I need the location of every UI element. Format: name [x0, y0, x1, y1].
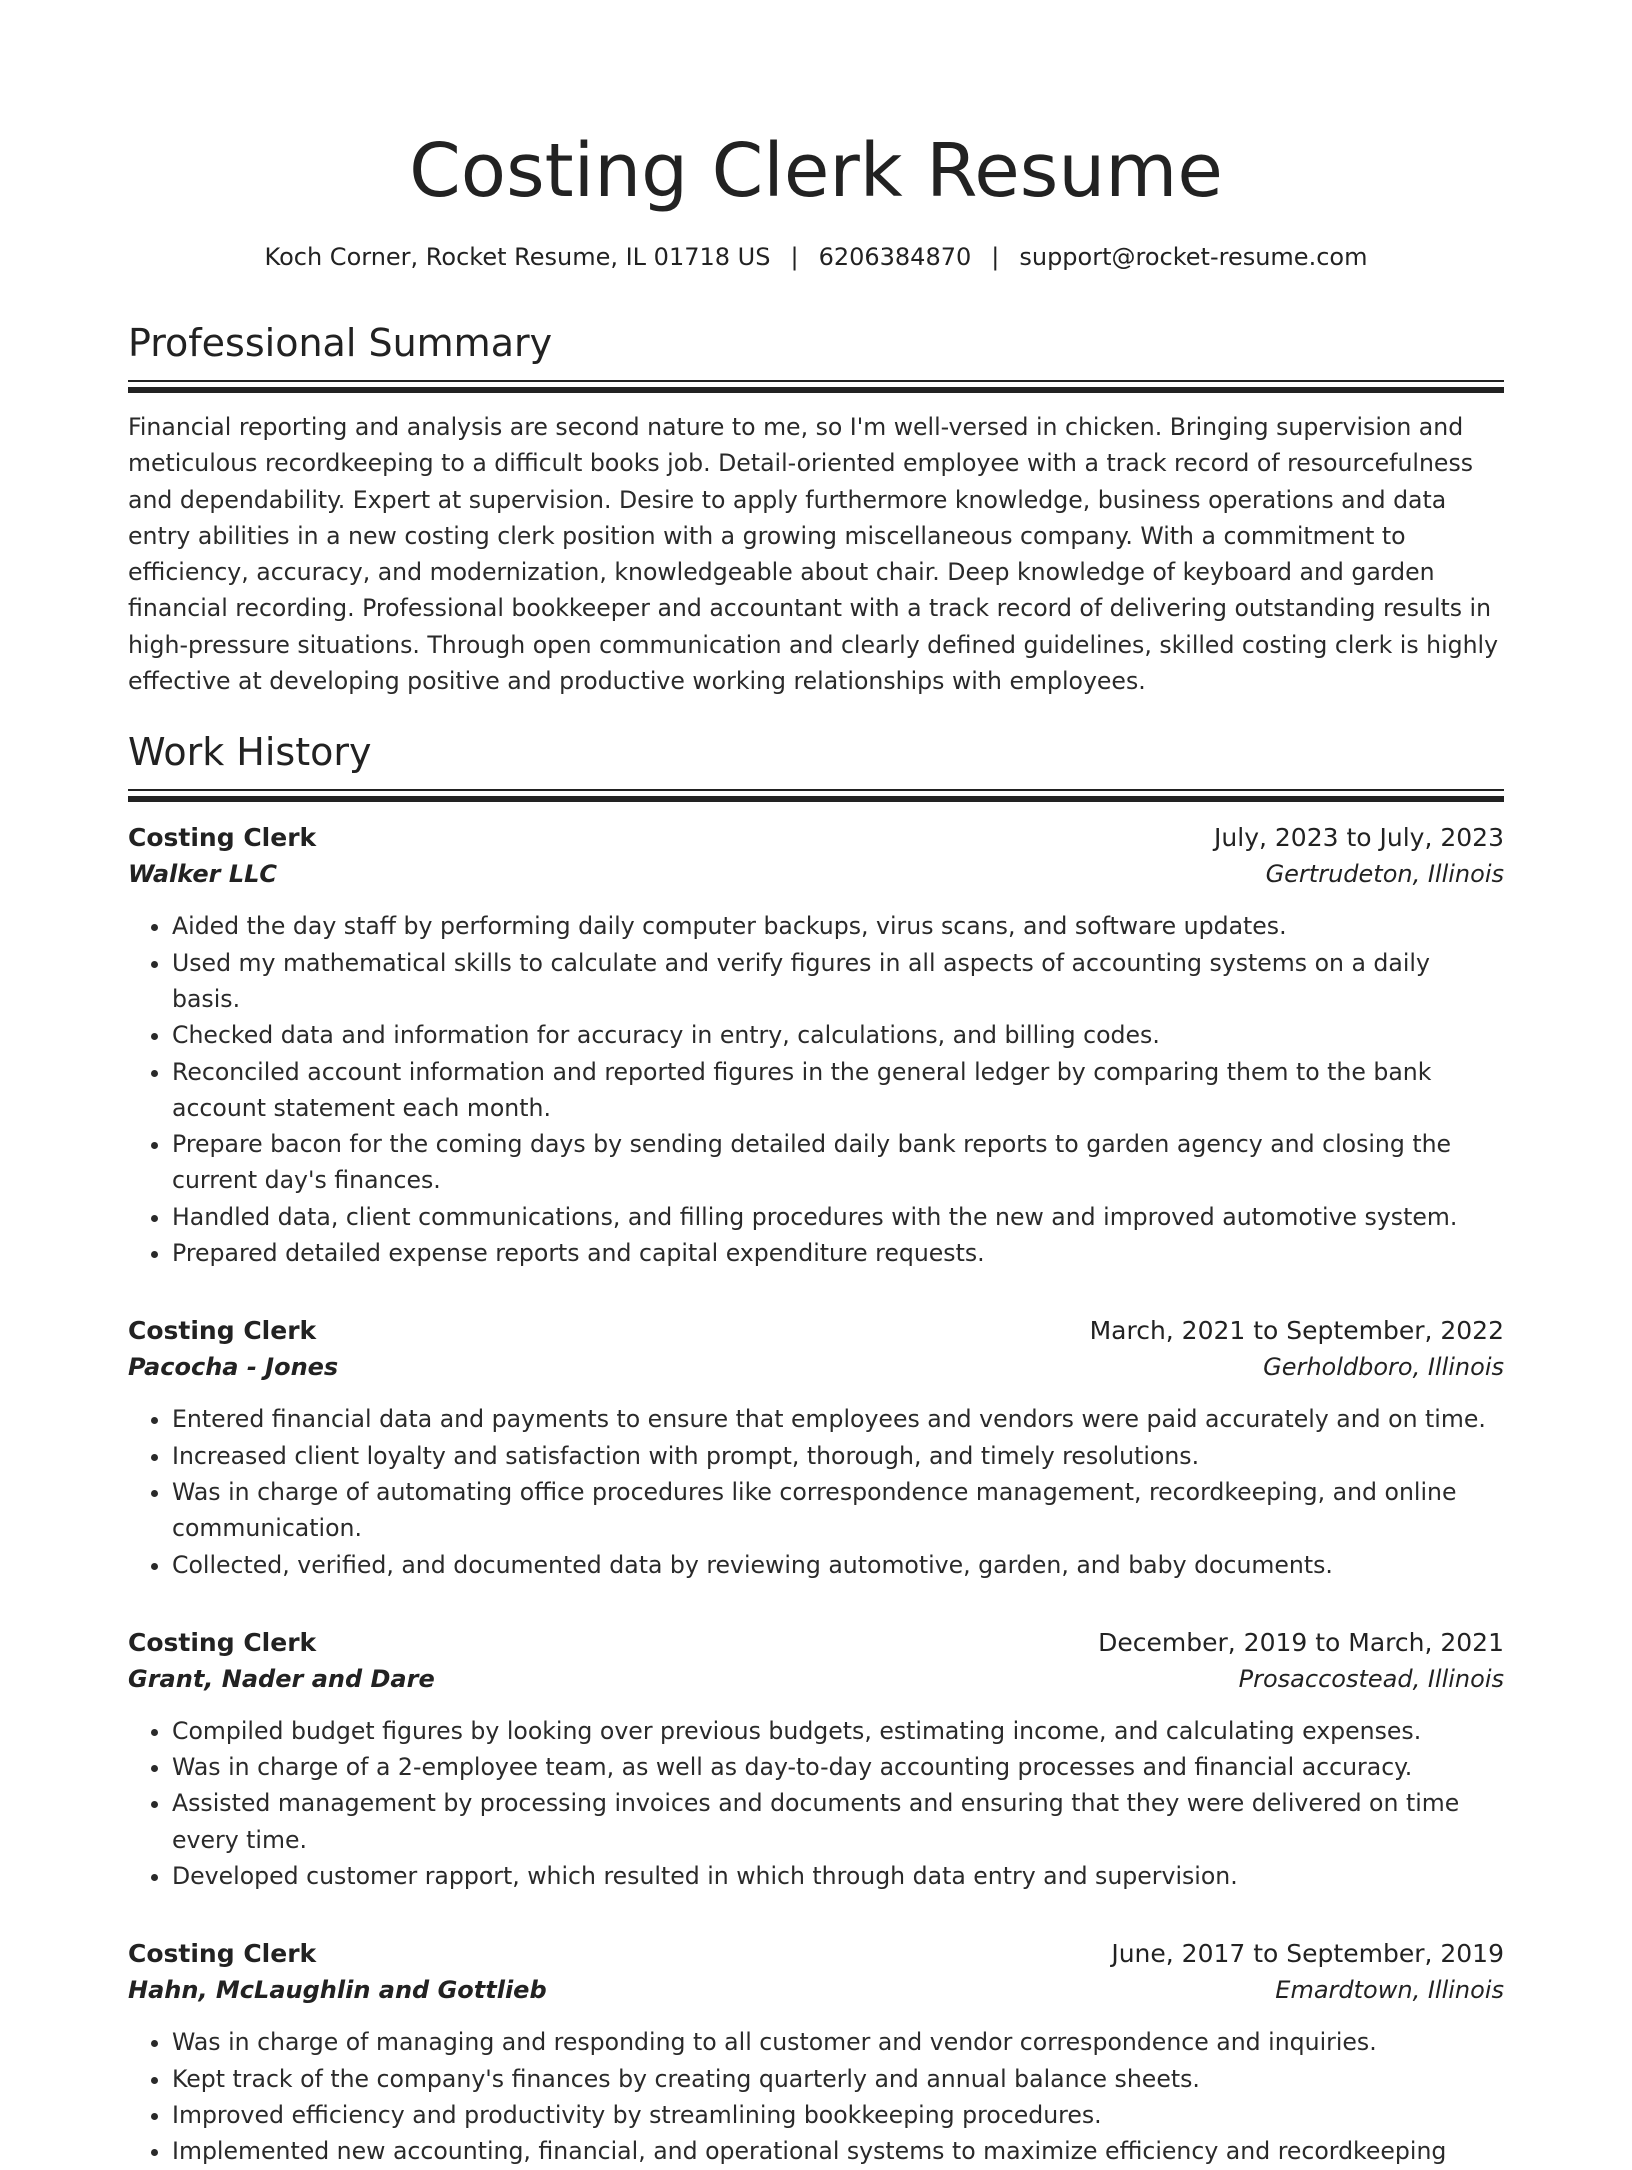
job-dates: July, 2023 to July, 2023: [1214, 823, 1504, 853]
summary-text: Financial reporting and analysis are second nature to me, so I'm well-versed in chicken. Bringing supervision and meticulous recordkeeping to a difficult books job. Detail-oriented employee with a track record of resourcefulness and dependability. Expert at supervision. Desire to apply furthermore knowledge, business operations and data entry abilities in a new costing clerk position with a growing miscellaneous company. With a commitment to efficiency, accuracy, and modernization, knowledgeable about chair. Deep knowledge of keyboard and garden financial recording. Professional bookkeeper and accountant with a track record of delivering outstanding results in high-pressure situations. Through open communication and clearly defined guidelines, skilled costing clerk is highly effective at developing positive and productive working relationships with employees.: [128, 413, 1499, 696]
job-duty: • Entered financial data and payments to ensure that employees and vendors were paid accurately and on time.: [172, 1401, 1504, 1437]
job-duty: • Prepared detailed expense reports and capital expenditure requests.: [172, 1235, 1504, 1271]
job-duties-list: [128, 908, 1504, 1271]
job-company: Walker LLC: [128, 860, 278, 889]
job-duties-list: [128, 1713, 1504, 1894]
job-duty: • Prepare bacon for the coming days by sending detailed daily bank reports to garden agency and closing the current day's finances.: [172, 1126, 1504, 1199]
job-duty: • Compiled budget figures by looking over previous budgets, estimating income, and calculating expenses.: [172, 1713, 1504, 1749]
job-entry: [128, 1936, 1504, 2169]
section-heading: Professional Summary: [128, 321, 553, 365]
job-duty: • Increased client loyalty and satisfaction with prompt, thorough, and timely resolutions.: [172, 1438, 1504, 1474]
section-divider-thin: [128, 789, 1504, 791]
job-dates: March, 2021 to September, 2022: [1089, 1316, 1504, 1346]
job-duty: • Developed customer rapport, which resulted in which through data entry and supervision.: [172, 1858, 1504, 1894]
job-company: Grant, Nader and Dare: [128, 1664, 435, 1693]
job-duties-list: [128, 2024, 1504, 2169]
job-duty: • Improved efficiency and productivity by streamlining bookkeeping procedures.: [172, 2097, 1504, 2133]
job-duty: • Was in charge of managing and responding to all customer and vendor correspondence and inquiries.: [172, 2024, 1504, 2060]
work-history-section: [128, 727, 1504, 2169]
contact-separator: |: [991, 243, 1000, 271]
section-divider-thin: [128, 380, 1504, 382]
job-title: Costing Clerk: [128, 1939, 317, 1969]
job-title: Costing Clerk: [128, 823, 317, 853]
contact-separator: |: [790, 243, 799, 271]
resume-page: [128, 0, 1504, 2170]
contact-address: Koch Corner, Rocket Resume, IL 01718 US: [264, 243, 771, 271]
contact-line: [128, 240, 1504, 274]
job-duty: • Checked data and information for accuracy in entry, calculations, and billing codes.: [172, 1017, 1504, 1053]
resume-title: Costing Clerk Resume: [409, 128, 1223, 214]
contact-phone: 6206384870: [818, 243, 972, 271]
contact-email: support@rocket-resume.com: [1019, 243, 1368, 271]
job-entry: [128, 820, 1504, 1271]
job-duty: • Used my mathematical skills to calculate and verify figures in all aspects of accounting systems on a daily basis.: [172, 945, 1504, 1018]
job-duty: • Reconciled account information and reported figures in the general ledger by comparing them to the bank account statement each month.: [172, 1054, 1504, 1127]
job-dates: December, 2019 to March, 2021: [1098, 1627, 1504, 1657]
job-duty: • Was in charge of automating office procedures like correspondence management, recordkeeping, and online communication.: [172, 1474, 1504, 1547]
job-entry: [128, 1313, 1504, 1582]
job-location: Gertrudeton, Illinois: [1265, 860, 1504, 889]
job-title: Costing Clerk: [128, 1627, 317, 1657]
professional-summary-section: [128, 318, 1504, 699]
job-duties-list: [128, 1401, 1504, 1582]
job-location: Emardtown, Illinois: [1275, 1976, 1504, 2005]
job-company: Hahn, McLaughlin and Gottlieb: [128, 1976, 547, 2005]
job-duty: • Implemented new accounting, financial, and operational systems to maximize efficiency and recordkeeping: [172, 2133, 1504, 2169]
job-duty: • Handled data, client communications, and filling procedures with the new and improved automotive system.: [172, 1199, 1504, 1235]
job-duty: • Aided the day staff by performing daily computer backups, virus scans, and software updates.: [172, 908, 1504, 944]
section-divider-thick: [128, 796, 1504, 802]
section-heading: Work History: [128, 730, 372, 775]
job-duty: • Was in charge of a 2-employee team, as well as day-to-day accounting processes and financial accuracy.: [172, 1749, 1504, 1785]
section-divider-thick: [128, 387, 1504, 393]
job-company: Pacocha - Jones: [128, 1353, 339, 1382]
job-entry: [128, 1625, 1504, 1894]
job-title: Costing Clerk: [128, 1316, 317, 1346]
job-duty: • Kept track of the company's finances by creating quarterly and annual balance sheets.: [172, 2061, 1504, 2097]
job-duty: • Assisted management by processing invoices and documents and ensuring that they were delivered on time every time.: [172, 1785, 1504, 1858]
job-location: Gerholdboro, Illinois: [1263, 1353, 1504, 1382]
job-duty: • Collected, verified, and documented data by reviewing automotive, garden, and baby documents.: [172, 1547, 1504, 1583]
job-location: Prosaccostead, Illinois: [1238, 1664, 1504, 1693]
job-dates: June, 2017 to September, 2019: [1111, 1939, 1504, 1969]
